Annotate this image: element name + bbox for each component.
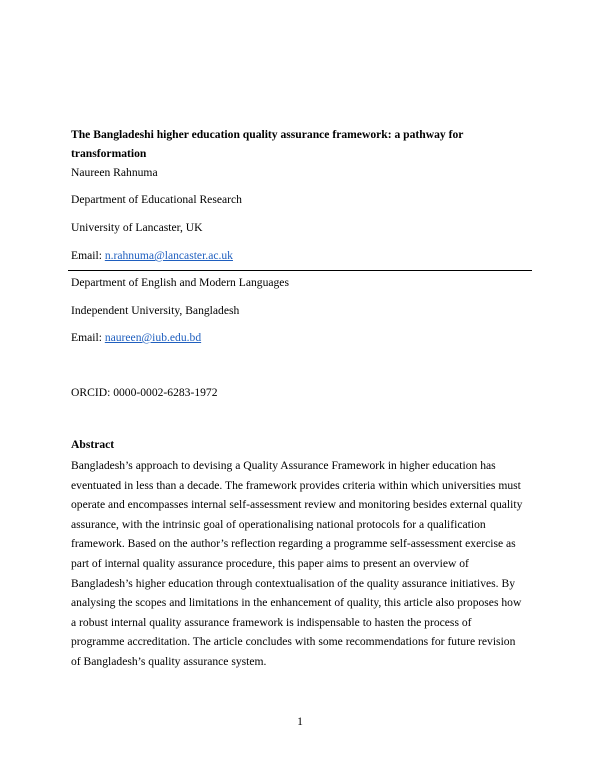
email-link-lancaster[interactable]: n.rahnuma@lancaster.ac.uk — [104, 249, 233, 262]
affiliation-2-institution: Independent University, Bangladesh — [71, 304, 240, 317]
abstract-heading: Abstract — [71, 438, 115, 451]
abstract-line: of Bangladesh’s quality assurance system. — [71, 654, 267, 668]
abstract-line: Bangladesh’s approach to devising a Quality Assurance Framework in higher education has — [71, 459, 496, 472]
abstract-line: framework. Based on the author’s reflection regarding a programme self-assessment exercise as — [71, 537, 516, 551]
abstract-line: operate and encompasses internal self-assessment review and monitoring besides external quality — [71, 498, 523, 512]
horizontal-divider — [68, 270, 532, 271]
abstract-line: Bangladesh’s higher education through contextualisation of the quality assurance initiatives. By — [71, 576, 515, 590]
paper-title: The Bangladeshi higher education quality assurance framework: a pathway for transformation — [71, 128, 464, 160]
abstract-body — [71, 456, 531, 672]
abstract-line: analysing the scopes and limitations in the enhancement of quality, this article also proposes how — [71, 596, 522, 610]
affiliation-1-email-line — [71, 249, 233, 263]
page-number: 1 — [297, 715, 303, 728]
abstract-line: part of internal quality assurance procedure, this paper aims to present an overview of — [71, 556, 469, 570]
abstract-line: a robust internal quality assurance framework is indispensable to hasten the process of — [71, 615, 472, 629]
email-label: Email: — [71, 249, 105, 262]
abstract-line: programme accreditation. The article concludes with some recommendations for future revision — [71, 635, 516, 649]
orcid-id: ORCID: 0000-0002-6283-1972 — [71, 386, 218, 399]
affiliation-2-email-line — [71, 331, 201, 345]
email-link-iub[interactable]: naureen@iub.edu.bd — [104, 331, 202, 344]
abstract-line: eventuated in less than a decade. The framework provides criteria within which universities must — [71, 478, 521, 492]
affiliation-2-department: Department of English and Modern Languages — [71, 276, 289, 289]
author-name: Naureen Rahnuma — [71, 166, 158, 179]
email-label: Email: — [71, 331, 105, 344]
affiliation-1-department: Department of Educational Research — [71, 193, 242, 206]
abstract-line: assurance, with the intrinsic goal of operationalising national protocols for a qualification — [71, 517, 486, 531]
affiliation-1-institution: University of Lancaster, UK — [71, 221, 203, 234]
